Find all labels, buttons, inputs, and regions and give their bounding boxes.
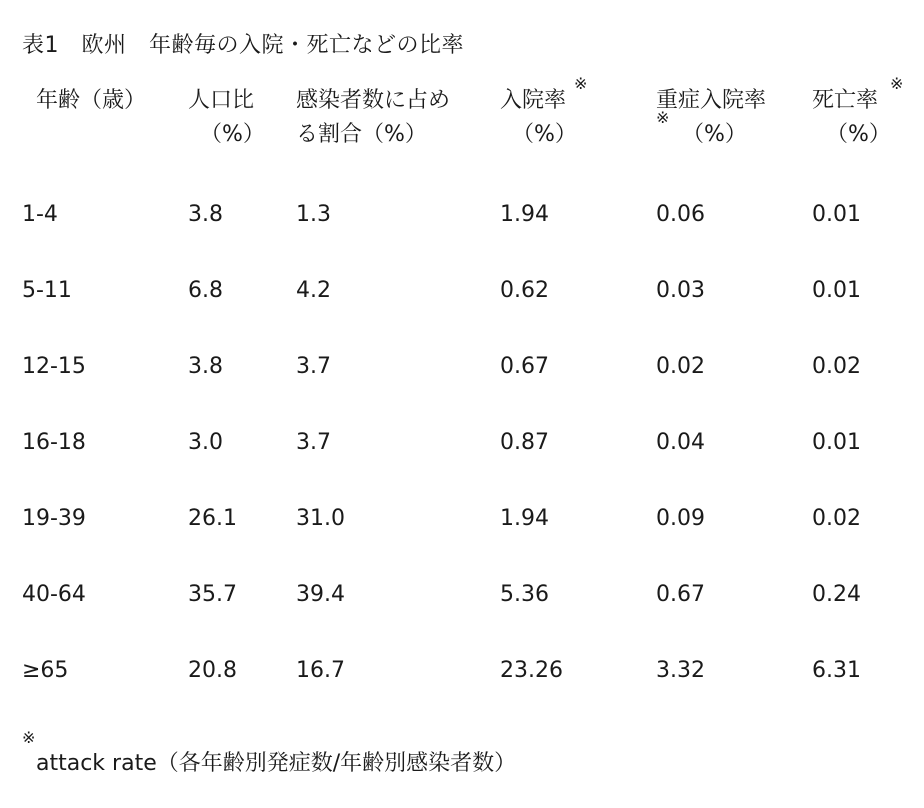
cell-infection-share: 4.2	[296, 278, 331, 303]
header-population-ratio-unit: （%）	[200, 122, 265, 147]
header-hospitalization-rate-unit: （%）	[512, 122, 577, 147]
cell-population-ratio: 3.8	[188, 202, 223, 227]
cell-hospitalization-rate: 1.94	[500, 202, 549, 227]
cell-severe-hospitalization-rate: 0.03	[656, 278, 705, 303]
cell-hospitalization-rate: 0.62	[500, 278, 549, 303]
cell-infection-share: 3.7	[296, 430, 331, 455]
cell-severe-hospitalization-rate: 3.32	[656, 658, 705, 683]
cell-population-ratio: 35.7	[188, 582, 237, 607]
header-population-ratio-label: 人口比	[188, 88, 255, 113]
cell-age: 1-4	[22, 202, 58, 227]
header-severe-hospitalization-rate	[656, 84, 812, 180]
cell-population-ratio: 26.1	[188, 506, 237, 531]
cell-severe-hospitalization-rate: 0.02	[656, 354, 705, 379]
header-infection-share-label: 感染者数に占め	[296, 88, 451, 113]
header-death-rate-unit: （%）	[826, 122, 891, 147]
cell-hospitalization-rate: 0.67	[500, 354, 549, 379]
cell-infection-share: 1.3	[296, 202, 331, 227]
cell-population-ratio: 6.8	[188, 278, 223, 303]
cell-hospitalization-rate: 1.94	[500, 506, 549, 531]
cell-death-rate: 0.01	[812, 430, 861, 455]
cell-age: ≥65	[22, 658, 69, 683]
table-row	[22, 332, 912, 408]
cell-infection-share: 31.0	[296, 506, 345, 531]
header-row	[22, 84, 912, 180]
cell-population-ratio: 3.0	[188, 430, 223, 455]
table-row	[22, 256, 912, 332]
data-table	[22, 74, 912, 712]
cell-severe-hospitalization-rate: 0.09	[656, 506, 705, 531]
footnote-mark: ※	[656, 108, 670, 127]
header-severe-hospitalization-rate-label: 重症入院率	[656, 88, 767, 113]
cell-severe-hospitalization-rate: 0.67	[656, 582, 705, 607]
table-row	[22, 180, 912, 256]
header-severe-hospitalization-rate-unit: （%）	[682, 122, 747, 147]
cell-age: 16-18	[22, 430, 86, 455]
cell-population-ratio: 3.8	[188, 354, 223, 379]
table-caption: 表1 欧州 年齢毎の入院・死亡などの比率	[22, 33, 464, 58]
footnote-text: attack rate（各年齢別発症数/年齢別感染者数）	[36, 751, 517, 776]
cell-infection-share: 3.7	[296, 354, 331, 379]
cell-hospitalization-rate: 23.26	[500, 658, 563, 683]
header-hospitalization-rate-label: 入院率	[500, 88, 567, 113]
table-row	[22, 408, 912, 484]
cell-infection-share: 16.7	[296, 658, 345, 683]
cell-age: 5-11	[22, 278, 72, 303]
header-death-rate-label: 死亡率	[812, 88, 879, 113]
header-death-rate	[812, 74, 912, 180]
footnote-mark: ※	[574, 74, 588, 93]
cell-death-rate: 0.01	[812, 202, 861, 227]
cell-age: 19-39	[22, 506, 86, 531]
footnote-mark: ※	[890, 74, 904, 93]
cell-death-rate: 6.31	[812, 658, 861, 683]
cell-hospitalization-rate: 0.87	[500, 430, 549, 455]
cell-death-rate: 0.01	[812, 278, 861, 303]
cell-population-ratio: 20.8	[188, 658, 237, 683]
cell-hospitalization-rate: 5.36	[500, 582, 549, 607]
table-row	[22, 636, 912, 712]
header-hospitalization-rate	[500, 74, 656, 180]
footnote	[22, 728, 517, 777]
footnote-mark: ※	[22, 728, 36, 747]
cell-severe-hospitalization-rate: 0.06	[656, 202, 705, 227]
cell-age: 40-64	[22, 582, 86, 607]
cell-age: 12-15	[22, 354, 86, 379]
header-age-label: 年齢（歳）	[36, 88, 147, 113]
header-infection-share-unit: る割合（%）	[296, 122, 427, 147]
header-population-ratio	[188, 84, 296, 180]
cell-severe-hospitalization-rate: 0.04	[656, 430, 705, 455]
header-infection-share	[296, 84, 500, 180]
header-age	[22, 84, 188, 180]
cell-infection-share: 39.4	[296, 582, 345, 607]
cell-death-rate: 0.02	[812, 506, 861, 531]
cell-death-rate: 0.24	[812, 582, 861, 607]
table-row	[22, 560, 912, 636]
cell-death-rate: 0.02	[812, 354, 861, 379]
table-row	[22, 484, 912, 560]
